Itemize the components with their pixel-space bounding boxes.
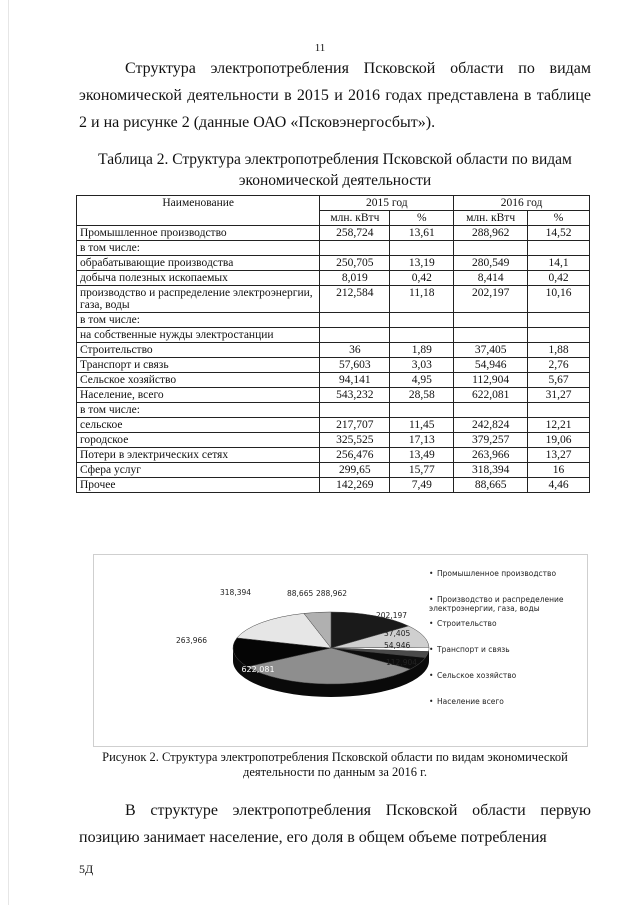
- table-body: [77, 226, 590, 493]
- value-2015-cell: 256,476: [320, 448, 390, 463]
- value-2016-cell: 379,257: [454, 433, 528, 448]
- percent-2016-cell: [528, 403, 590, 418]
- row-name-cell: производство и распределение электроэнергии, газа, воды: [77, 286, 320, 313]
- value-2016-cell: 280,549: [454, 256, 528, 271]
- row-name-cell: Строительство: [77, 343, 320, 358]
- table-row: [77, 358, 590, 373]
- value-2015-cell: [320, 328, 390, 343]
- value-2016-cell: 37,405: [454, 343, 528, 358]
- value-2015-cell: 543,232: [320, 388, 390, 403]
- table-row: [77, 313, 590, 328]
- outro-paragraph: В структуре электропотребления Псковской области первую позицию занимает население, его доля в общем объеме потребления: [79, 802, 591, 846]
- percent-2015-cell: 4,95: [390, 373, 454, 388]
- percent-2015-cell: 1,89: [390, 343, 454, 358]
- legend-label: Транспорт и связь: [437, 645, 510, 654]
- table-row: [77, 418, 590, 433]
- pie-chart-figure: [93, 554, 588, 747]
- pie-slice-label: 37,405: [384, 629, 411, 638]
- row-name-cell: Промышленное производство: [77, 226, 320, 241]
- percent-2015-cell: 17,13: [390, 433, 454, 448]
- legend-item: [429, 595, 579, 613]
- percent-2016-cell: 0,42: [528, 271, 590, 286]
- header-year-2016: 2016 год: [454, 196, 590, 211]
- percent-2016-cell: 12,21: [528, 418, 590, 433]
- footer-mark: 5Д: [79, 862, 94, 876]
- pie-slice-label: 288,962: [316, 589, 348, 598]
- value-2016-cell: 318,394: [454, 463, 528, 478]
- legend-bullet-icon: •: [429, 569, 434, 578]
- pie-slice-label: 202,197: [376, 611, 408, 620]
- header-percent-2015: %: [390, 211, 454, 226]
- legend-bullet-icon: •: [429, 619, 434, 628]
- percent-2015-cell: 7,49: [390, 478, 454, 493]
- percent-2015-cell: 28,58: [390, 388, 454, 403]
- row-name-cell: Транспорт и связь: [77, 358, 320, 373]
- row-name-cell: в том числе:: [77, 403, 320, 418]
- value-2015-cell: [320, 313, 390, 328]
- value-2016-cell: [454, 403, 528, 418]
- table-row: [77, 433, 590, 448]
- percent-2016-cell: 1,88: [528, 343, 590, 358]
- percent-2015-cell: 3,03: [390, 358, 454, 373]
- percent-2015-cell: [390, 241, 454, 256]
- table-row: [77, 271, 590, 286]
- header-year-2015: 2015 год: [320, 196, 454, 211]
- percent-2016-cell: 10,16: [528, 286, 590, 313]
- percent-2015-cell: [390, 403, 454, 418]
- table-row: [77, 388, 590, 403]
- percent-2016-cell: 4,46: [528, 478, 590, 493]
- table-row: [77, 373, 590, 388]
- percent-2015-cell: 11,18: [390, 286, 454, 313]
- intro-paragraph: Структура электропотребления Псковской области по видам экономической деятельности в 2015 и 2016 годах представлена в таблице 2 и на рисунке 2 (данные ОАО «Псковэнергосбыт»).: [79, 60, 591, 131]
- value-2016-cell: [454, 328, 528, 343]
- value-2015-cell: 57,603: [320, 358, 390, 373]
- percent-2015-cell: 15,77: [390, 463, 454, 478]
- legend-label: Промышленное производство: [437, 569, 557, 578]
- table-row: [77, 226, 590, 241]
- percent-2016-cell: [528, 328, 590, 343]
- row-name-cell: Сфера услуг: [77, 463, 320, 478]
- value-2015-cell: 212,584: [320, 286, 390, 313]
- consumption-table: [76, 195, 590, 493]
- legend-bullet-icon: •: [429, 595, 434, 604]
- row-name-cell: сельское: [77, 418, 320, 433]
- table-row: [77, 343, 590, 358]
- header-name: Наименование: [77, 196, 320, 226]
- percent-2015-cell: 13,19: [390, 256, 454, 271]
- table-row: [77, 286, 590, 313]
- percent-2015-cell: [390, 328, 454, 343]
- pie-slice-label: 88,665: [287, 589, 314, 598]
- header-unit-2016: млн. кВтч: [454, 211, 528, 226]
- row-name-cell: Прочее: [77, 478, 320, 493]
- table-row: [77, 463, 590, 478]
- value-2015-cell: 299,65: [320, 463, 390, 478]
- row-name-cell: Население, всего: [77, 388, 320, 403]
- percent-2015-cell: [390, 313, 454, 328]
- percent-2016-cell: 14,52: [528, 226, 590, 241]
- percent-2016-cell: 2,76: [528, 358, 590, 373]
- value-2016-cell: 54,946: [454, 358, 528, 373]
- value-2015-cell: [320, 241, 390, 256]
- percent-2016-cell: 13,27: [528, 448, 590, 463]
- value-2016-cell: 242,824: [454, 418, 528, 433]
- row-name-cell: в том числе:: [77, 313, 320, 328]
- row-name-cell: Потери в электрических сетях: [77, 448, 320, 463]
- value-2015-cell: 250,705: [320, 256, 390, 271]
- table-row: [77, 478, 590, 493]
- legend-label: Производство и распределение электроэнергии, газа, воды: [429, 595, 564, 613]
- value-2015-cell: 325,525: [320, 433, 390, 448]
- table-row: [77, 256, 590, 271]
- row-name-cell: на собственные нужды электростанции: [77, 328, 320, 343]
- value-2016-cell: 88,665: [454, 478, 528, 493]
- percent-2015-cell: 11,45: [390, 418, 454, 433]
- value-2016-cell: 288,962: [454, 226, 528, 241]
- legend-item: [429, 671, 579, 680]
- percent-2016-cell: 5,67: [528, 373, 590, 388]
- legend-bullet-icon: •: [429, 697, 434, 706]
- value-2016-cell: 202,197: [454, 286, 528, 313]
- header-percent-2016: %: [528, 211, 590, 226]
- legend-label: Сельское хозяйство: [437, 671, 517, 680]
- percent-2015-cell: 0,42: [390, 271, 454, 286]
- row-name-cell: добыча полезных ископаемых: [77, 271, 320, 286]
- row-name-cell: Сельское хозяйство: [77, 373, 320, 388]
- table-row: [77, 403, 590, 418]
- legend-item: [429, 619, 579, 628]
- value-2016-cell: [454, 313, 528, 328]
- pie-slice-label: 54,946: [384, 641, 411, 650]
- value-2016-cell: 622,081: [454, 388, 528, 403]
- percent-2016-cell: [528, 241, 590, 256]
- row-name-cell: в том числе:: [77, 241, 320, 256]
- value-2016-cell: 263,966: [454, 448, 528, 463]
- table-row: [77, 328, 590, 343]
- row-name-cell: городское: [77, 433, 320, 448]
- legend-item: [429, 569, 579, 578]
- percent-2015-cell: 13,49: [390, 448, 454, 463]
- legend-label: Население всего: [437, 697, 504, 706]
- value-2015-cell: 94,141: [320, 373, 390, 388]
- pie-slice-label: 263,966: [176, 636, 208, 645]
- table-title: Таблица 2. Структура электропотребления Псковской области по видам экономической деятельности: [98, 151, 572, 189]
- figure-caption: Рисунок 2. Структура электропотребления Псковской области по видам экономической деятельности по данным за 2016 г.: [102, 750, 568, 779]
- page-edge-line: [8, 0, 9, 905]
- percent-2016-cell: [528, 313, 590, 328]
- table-row: [77, 448, 590, 463]
- pie-slice-label: 112,904: [386, 658, 418, 667]
- legend-item: [429, 697, 579, 706]
- legend-bullet-icon: •: [429, 671, 434, 680]
- value-2015-cell: 258,724: [320, 226, 390, 241]
- value-2015-cell: [320, 403, 390, 418]
- percent-2016-cell: 19,06: [528, 433, 590, 448]
- legend-label: Строительство: [437, 619, 497, 628]
- legend-item: [429, 645, 579, 654]
- percent-2016-cell: 31,27: [528, 388, 590, 403]
- value-2015-cell: 36: [320, 343, 390, 358]
- value-2015-cell: 8,019: [320, 271, 390, 286]
- pie-slice-label: 318,394: [220, 588, 252, 597]
- row-name-cell: обрабатывающие производства: [77, 256, 320, 271]
- value-2016-cell: 8,414: [454, 271, 528, 286]
- percent-2016-cell: 14,1: [528, 256, 590, 271]
- value-2016-cell: [454, 241, 528, 256]
- percent-2016-cell: 16: [528, 463, 590, 478]
- value-2015-cell: 217,707: [320, 418, 390, 433]
- header-unit-2015: млн. кВтч: [320, 211, 390, 226]
- pie-slice-label: 622,081: [241, 665, 275, 674]
- legend-bullet-icon: •: [429, 645, 434, 654]
- value-2016-cell: 112,904: [454, 373, 528, 388]
- percent-2015-cell: 13,61: [390, 226, 454, 241]
- value-2015-cell: 142,269: [320, 478, 390, 493]
- page-number: 11: [314, 42, 326, 54]
- table-row: [77, 241, 590, 256]
